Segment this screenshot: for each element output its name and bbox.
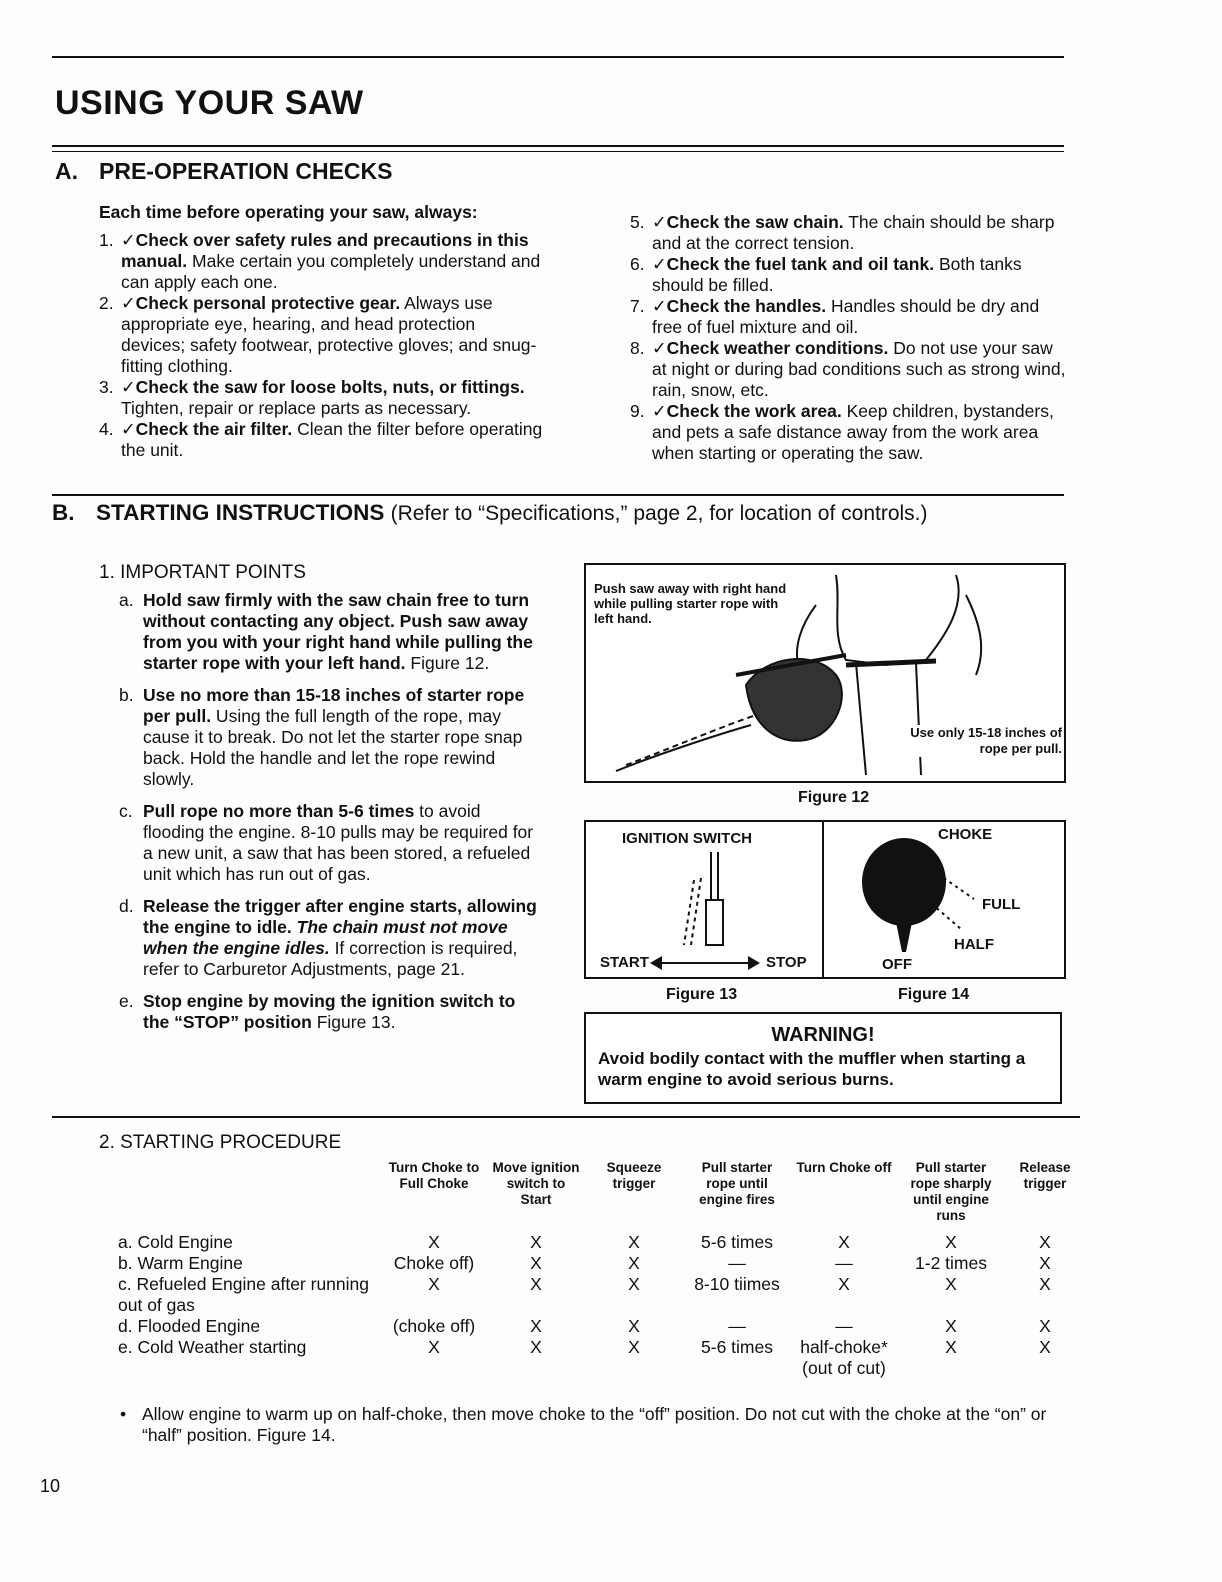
figure-12 — [584, 563, 1066, 783]
table-cell: 5-6 times — [701, 1232, 773, 1252]
table-cell: X — [1039, 1316, 1051, 1336]
pre-op-list-left — [99, 230, 543, 461]
list-item — [99, 230, 543, 293]
item-text: to avoid flooding the engine. 8-10 pulls may be required for a new unit, a saw that has been stored, a refueled unit which has run out of gas. — [143, 801, 534, 884]
table-cell: X — [530, 1274, 542, 1294]
pre-op-left-column — [99, 202, 543, 461]
important-points-heading: 1. IMPORTANT POINTS — [99, 562, 306, 583]
item-text: Figure 13. — [311, 1012, 396, 1032]
warning-title: WARNING! — [771, 1024, 875, 1046]
table-cell: X — [945, 1274, 957, 1294]
table-cell: X — [628, 1232, 640, 1252]
list-item — [630, 401, 1068, 464]
list-item — [119, 590, 545, 674]
figure-12-callout-top: Push saw away with right hand while pulling starter rope with left hand. — [594, 581, 787, 626]
table-cell: X — [530, 1337, 542, 1357]
item-text: Figure 12. — [405, 653, 490, 673]
figure-14-caption: Figure 14 — [898, 986, 970, 1003]
item-heading: Hold saw firmly with the saw chain free to turn without contacting any object. Push saw away from you with your right hand while pulling the starter rope with your left hand. — [143, 590, 533, 673]
page-title: USING YOUR SAW — [55, 84, 364, 122]
table-header-blank — [118, 1160, 382, 1224]
item-text: Keep children, bystanders, and pets a safe distance away from the work area when starting or operating the saw. — [652, 401, 1054, 463]
item-heading: Stop engine by moving the ignition switch to the “STOP” position — [143, 991, 516, 1032]
pre-op-list-right — [630, 212, 1068, 464]
item-heading: ✓Check the handles. — [652, 296, 827, 316]
item-text: Handles should be dry and free of fuel mixture and oil. — [652, 296, 1040, 337]
item-heading: ✓Check the saw chain. — [652, 212, 844, 232]
item-text: The chain should be sharp and at the correct tension. — [652, 212, 1055, 253]
ignition-stop-label: STOP — [766, 954, 807, 971]
table-cell: X — [1039, 1337, 1051, 1357]
ignition-switch-icon — [666, 850, 746, 950]
item-number: 9. — [630, 401, 645, 421]
row-label: b. Warm Engine — [118, 1253, 243, 1273]
item-heading: ✓Check the air filter. — [121, 419, 293, 439]
list-item — [99, 377, 543, 419]
table-cell: — — [728, 1316, 746, 1336]
list-item — [119, 896, 545, 980]
table-cell: — — [835, 1316, 853, 1336]
item-letter: c. — [119, 801, 133, 821]
figure-12-caption: Figure 12 — [798, 789, 870, 806]
choke-title: CHOKE — [938, 826, 993, 843]
table-cell: — — [728, 1253, 746, 1273]
warning-text: Avoid bodily contact with the muffler when starting a warm engine to avoid serious burns. — [598, 1049, 1026, 1089]
section-b-title: STARTING INSTRUCTIONS — [96, 500, 385, 525]
section-a-letter: A. — [55, 158, 78, 184]
item-number: 1. — [99, 230, 114, 250]
table-header: Turn Choke to Full Choke — [388, 1160, 480, 1191]
item-heading: Use no more than 15-18 inches of starter rope per pull. — [143, 685, 525, 726]
row-label: a. Cold Engine — [118, 1232, 233, 1252]
ignition-arrow — [658, 962, 750, 964]
footnote-text: Allow engine to warm up on half-choke, then move choke to the “off” position. Do not cut with the choke at the “on” or “half” position. Figure 14. — [142, 1404, 1047, 1445]
table-cell: X — [628, 1274, 640, 1294]
arrow-left-icon — [650, 956, 662, 970]
table-cell: Choke off) — [393, 1253, 475, 1273]
procedure-table-wrap — [118, 1160, 1084, 1379]
table-header: Pull starter rope until engine fires — [699, 1160, 775, 1207]
table-cell: X — [428, 1274, 440, 1294]
item-text: Do not use your saw at night or during bad conditions such as strong wind, rain, snow, etc. — [652, 338, 1066, 400]
procedure-rule — [52, 1116, 1080, 1118]
top-rule — [52, 56, 1064, 58]
row-label: e. Cold Weather starting — [118, 1337, 307, 1357]
list-item — [630, 338, 1068, 401]
section-b-letter: B. — [52, 500, 75, 525]
item-number: 4. — [99, 419, 114, 439]
table-header: Pull starter rope sharply until engine runs — [910, 1160, 992, 1223]
table-cell: 5-6 times — [701, 1337, 773, 1357]
table-cell: (choke off) — [392, 1316, 476, 1336]
item-letter: b. — [119, 685, 134, 705]
item-number: 2. — [99, 293, 114, 313]
footnote — [120, 1404, 1070, 1446]
item-heading: Release the trigger after engine starts, allowing the engine to idle. — [143, 896, 537, 937]
list-item — [630, 212, 1068, 254]
table-cell: X — [628, 1316, 640, 1336]
table-row — [118, 1337, 1084, 1379]
table-cell: X — [838, 1232, 850, 1252]
important-points-list — [119, 590, 545, 1033]
figure-13-14-box — [584, 820, 1066, 979]
choke-half-label: HALF — [954, 936, 994, 953]
table-cell: 1-2 times — [915, 1253, 987, 1273]
ignition-switch-title: IGNITION SWITCH — [622, 830, 752, 847]
important-points — [99, 562, 545, 1044]
table-header: Squeeze trigger — [606, 1160, 662, 1191]
item-text: Both tanks should be filled. — [652, 254, 1022, 295]
item-number: 3. — [99, 377, 114, 397]
table-row — [118, 1316, 1084, 1337]
item-text: Using the full length of the rope, may cause it to break. Do not let the starter rope snap back. Hold the handle and let the rope rewind slowly. — [143, 706, 523, 789]
table-row — [118, 1253, 1084, 1274]
table-cell: X — [530, 1253, 542, 1273]
table-cell: X — [945, 1316, 957, 1336]
table-cell: X — [1039, 1253, 1051, 1273]
figure-12-callout-bottom: Use only 15-18 inches of rope per pull. — [902, 725, 1062, 757]
item-letter: d. — [119, 896, 134, 916]
list-item — [630, 296, 1068, 338]
item-number: 7. — [630, 296, 645, 316]
table-header: Turn Choke off — [796, 1160, 892, 1175]
item-number: 8. — [630, 338, 645, 358]
item-text: Always use appropriate eye, hearing, and head protection devices; safety footwear, protective gloves; and snug-fitting clothing. — [121, 293, 537, 376]
table-row — [118, 1274, 1084, 1316]
table-cell: — — [835, 1253, 853, 1273]
table-cell: half-choke* (out of cut) — [800, 1337, 888, 1378]
list-item — [119, 991, 545, 1033]
table-cell: X — [530, 1316, 542, 1336]
item-heading: ✓Check over safety rules and precautions in this manual. — [121, 230, 529, 271]
ignition-start-label: START — [600, 954, 649, 971]
item-heading: ✓Check the saw for loose bolts, nuts, or fittings. — [121, 377, 525, 397]
section-b-heading — [52, 500, 928, 526]
item-text: Make certain you completely understand and can apply each one. — [121, 251, 541, 292]
item-heading: Pull rope no more than 5-6 times — [143, 801, 415, 821]
table-row — [118, 1232, 1084, 1253]
table-header-row — [118, 1160, 1084, 1224]
figure-13-caption: Figure 13 — [666, 986, 738, 1003]
list-item — [99, 293, 543, 377]
item-number: 5. — [630, 212, 645, 232]
section-a-heading — [55, 158, 393, 185]
pre-op-right-column — [630, 212, 1068, 464]
item-letter: a. — [119, 590, 134, 610]
table-cell: X — [1039, 1232, 1051, 1252]
table-cell: X — [428, 1232, 440, 1252]
warning-box — [584, 1012, 1062, 1104]
title-rule — [52, 145, 1064, 147]
table-cell: X — [945, 1337, 957, 1357]
row-label: d. Flooded Engine — [118, 1316, 261, 1336]
footnote-asterisk: • — [120, 1404, 127, 1424]
table-cell: X — [628, 1253, 640, 1273]
table-header: Move ignition switch to Start — [492, 1160, 580, 1207]
list-item — [119, 685, 545, 790]
table-cell: 8-10 tiimes — [694, 1274, 780, 1294]
item-heading: ✓Check the work area. — [652, 401, 842, 421]
arrow-right-icon — [748, 956, 760, 970]
page-number: 10 — [40, 1476, 61, 1496]
section-a-title: PRE-OPERATION CHECKS — [99, 158, 393, 184]
list-item — [119, 801, 545, 885]
row-label: c. Refueled Engine after running out of gas — [118, 1274, 369, 1315]
table-cell: X — [945, 1232, 957, 1252]
choke-full-label: FULL — [982, 896, 1021, 913]
procedure-table — [118, 1160, 1084, 1379]
item-text: Clean the filter before operating the unit. — [121, 419, 543, 460]
table-cell: X — [628, 1337, 640, 1357]
table-cell: X — [530, 1232, 542, 1252]
item-heading: ✓Check the fuel tank and oil tank. — [652, 254, 935, 274]
table-cell: X — [1039, 1274, 1051, 1294]
section-b-note: (Refer to “Specifications,” page 2, for location of controls.) — [390, 502, 928, 525]
item-heading: ✓Check weather conditions. — [652, 338, 889, 358]
item-emphasis: The chain must not move when the engine idles. — [143, 917, 508, 958]
item-text: Tighten, repair or replace parts as necessary. — [121, 398, 472, 418]
table-cell: X — [838, 1274, 850, 1294]
list-item — [99, 419, 543, 461]
table-cell: X — [428, 1337, 440, 1357]
choke-off-label: OFF — [882, 956, 912, 973]
pre-op-intro: Each time before operating your saw, always: — [99, 202, 478, 222]
list-item — [630, 254, 1068, 296]
section-b-rule — [52, 494, 1064, 496]
table-header: Release trigger — [1019, 1160, 1071, 1191]
item-text: If correction is required, refer to Carburetor Adjustments, page 21. — [143, 938, 518, 979]
item-number: 6. — [630, 254, 645, 274]
title-rule-thin — [52, 151, 1064, 152]
procedure-heading: 2. STARTING PROCEDURE — [99, 1132, 342, 1153]
figure-divider — [822, 822, 824, 977]
item-letter: e. — [119, 991, 134, 1011]
item-heading: ✓Check personal protective gear. — [121, 293, 401, 313]
